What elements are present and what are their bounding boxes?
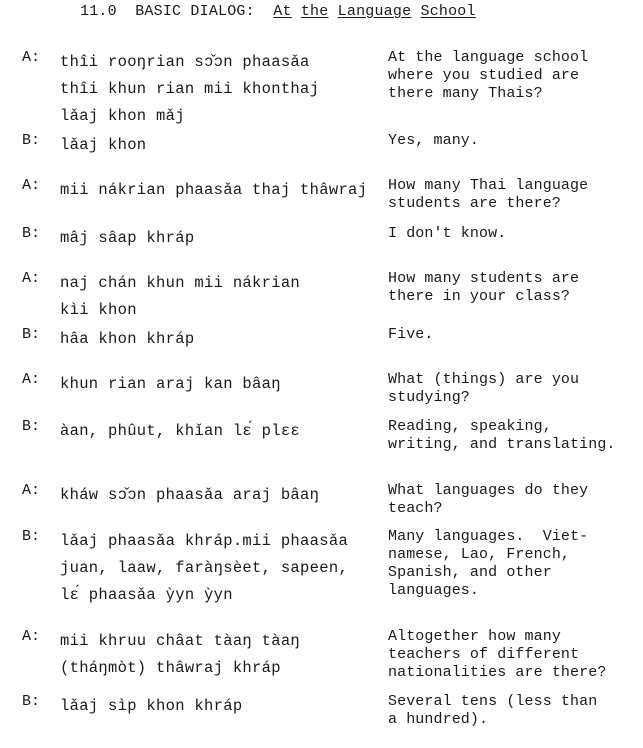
english-line: there many Thais? xyxy=(388,85,543,102)
english-translation xyxy=(388,270,579,306)
english-line: How many students are xyxy=(388,270,580,287)
thai-line: thîi khun rian mii khonthaj xyxy=(60,80,320,98)
english-translation xyxy=(388,132,479,150)
english-line: students are there? xyxy=(388,195,561,212)
speaker-label: A: xyxy=(22,482,41,499)
page-title xyxy=(80,3,476,20)
thai-transcription xyxy=(60,418,300,445)
thai-line: mii khruu châat tàaŋ tàaŋ xyxy=(60,632,301,650)
english-line: Yes, many. xyxy=(388,132,480,149)
section-label: BASIC DIALOG: xyxy=(135,3,255,20)
speaker-label: A: xyxy=(22,628,41,645)
english-line: a hundred). xyxy=(388,711,489,728)
thai-transcription xyxy=(60,371,281,398)
english-line: Several tens (less than xyxy=(388,693,598,710)
title-word: School xyxy=(420,3,476,20)
thai-line: khun rian araj kan bâaŋ xyxy=(60,375,281,393)
english-line: What languages do they xyxy=(388,482,589,499)
thai-line: àan, phûut, khǐan lɛ́ plɛɛ xyxy=(60,422,301,440)
thai-line: lǎaj phaasǎa khráp.mii phaasǎa xyxy=(60,532,349,550)
english-line: I don't know. xyxy=(388,225,507,242)
english-translation xyxy=(388,482,588,518)
english-translation xyxy=(388,693,597,729)
thai-line: naj chán khun mii nákrian xyxy=(60,274,301,292)
english-line: teachers of different xyxy=(388,646,580,663)
english-translation xyxy=(388,371,579,407)
thai-transcription xyxy=(60,326,194,353)
english-line: Spanish, and other xyxy=(388,564,552,581)
thai-transcription xyxy=(60,49,319,130)
speaker-label: B: xyxy=(22,225,41,242)
english-translation xyxy=(388,225,506,243)
thai-line: (tháŋmòt) thâwraj khráp xyxy=(60,659,281,677)
thai-transcription xyxy=(60,628,300,682)
speaker-label: A: xyxy=(22,177,41,194)
english-line: Many languages. Viet- xyxy=(388,528,589,545)
english-line: nationalities are there? xyxy=(388,664,607,681)
thai-line: lǎaj sìp khon khráp xyxy=(60,697,243,715)
english-line: teach? xyxy=(388,500,443,517)
thai-transcription xyxy=(60,528,348,609)
thai-transcription xyxy=(60,132,146,159)
thai-line: lǎaj khon xyxy=(60,136,147,154)
english-line: At the language school xyxy=(388,49,589,66)
speaker-label: B: xyxy=(22,132,41,149)
speaker-label: B: xyxy=(22,528,41,545)
english-translation xyxy=(388,177,588,213)
english-line: Reading, speaking, xyxy=(388,418,552,435)
title-word: Language xyxy=(337,3,412,20)
thai-line: lɛ́ phaasǎa ỳyn ỳyn xyxy=(60,586,233,604)
thai-line: kháw sɔ̌ɔn phaasǎa araj bâaŋ xyxy=(60,486,320,504)
english-line: there in your class? xyxy=(388,288,571,305)
thai-transcription xyxy=(60,693,242,720)
english-translation xyxy=(388,49,588,103)
english-translation xyxy=(388,326,434,344)
thai-line: hâa khon khráp xyxy=(60,330,195,348)
english-line: studying? xyxy=(388,389,470,406)
thai-line: kìi khon xyxy=(60,301,137,319)
thai-transcription xyxy=(60,225,194,252)
thai-transcription xyxy=(60,482,319,509)
english-line: Five. xyxy=(388,326,434,343)
thai-line: mii nákrian phaasǎa thaj thâwraj xyxy=(60,181,368,199)
thai-transcription xyxy=(60,177,367,204)
english-line: What (things) are you xyxy=(388,371,580,388)
english-line: where you studied are xyxy=(388,67,580,84)
english-translation xyxy=(388,418,616,454)
section-number: 11.0 xyxy=(80,3,117,20)
speaker-label: A: xyxy=(22,49,41,66)
speaker-label: B: xyxy=(22,418,41,435)
english-translation xyxy=(388,628,606,682)
thai-transcription xyxy=(60,270,300,324)
speaker-label: A: xyxy=(22,270,41,287)
speaker-label: A: xyxy=(22,371,41,388)
english-line: writing, and translating. xyxy=(388,436,616,453)
english-translation xyxy=(388,528,588,600)
title-word: At xyxy=(273,3,292,20)
thai-line: thîi rooŋrian sɔ̌ɔn phaasǎa xyxy=(60,53,310,71)
speaker-label: B: xyxy=(22,693,41,710)
speaker-label: B: xyxy=(22,326,41,343)
english-line: Altogether how many xyxy=(388,628,561,645)
thai-line: lǎaj khon mǎj xyxy=(60,107,185,125)
english-line: namese, Lao, French, xyxy=(388,546,571,563)
title-word: the xyxy=(300,3,329,20)
thai-line: mâj sâap khráp xyxy=(60,229,195,247)
thai-line: juan, laaw, faràŋsèet, sapeen, xyxy=(60,559,349,577)
english-line: How many Thai language xyxy=(388,177,589,194)
english-line: languages. xyxy=(388,582,480,599)
